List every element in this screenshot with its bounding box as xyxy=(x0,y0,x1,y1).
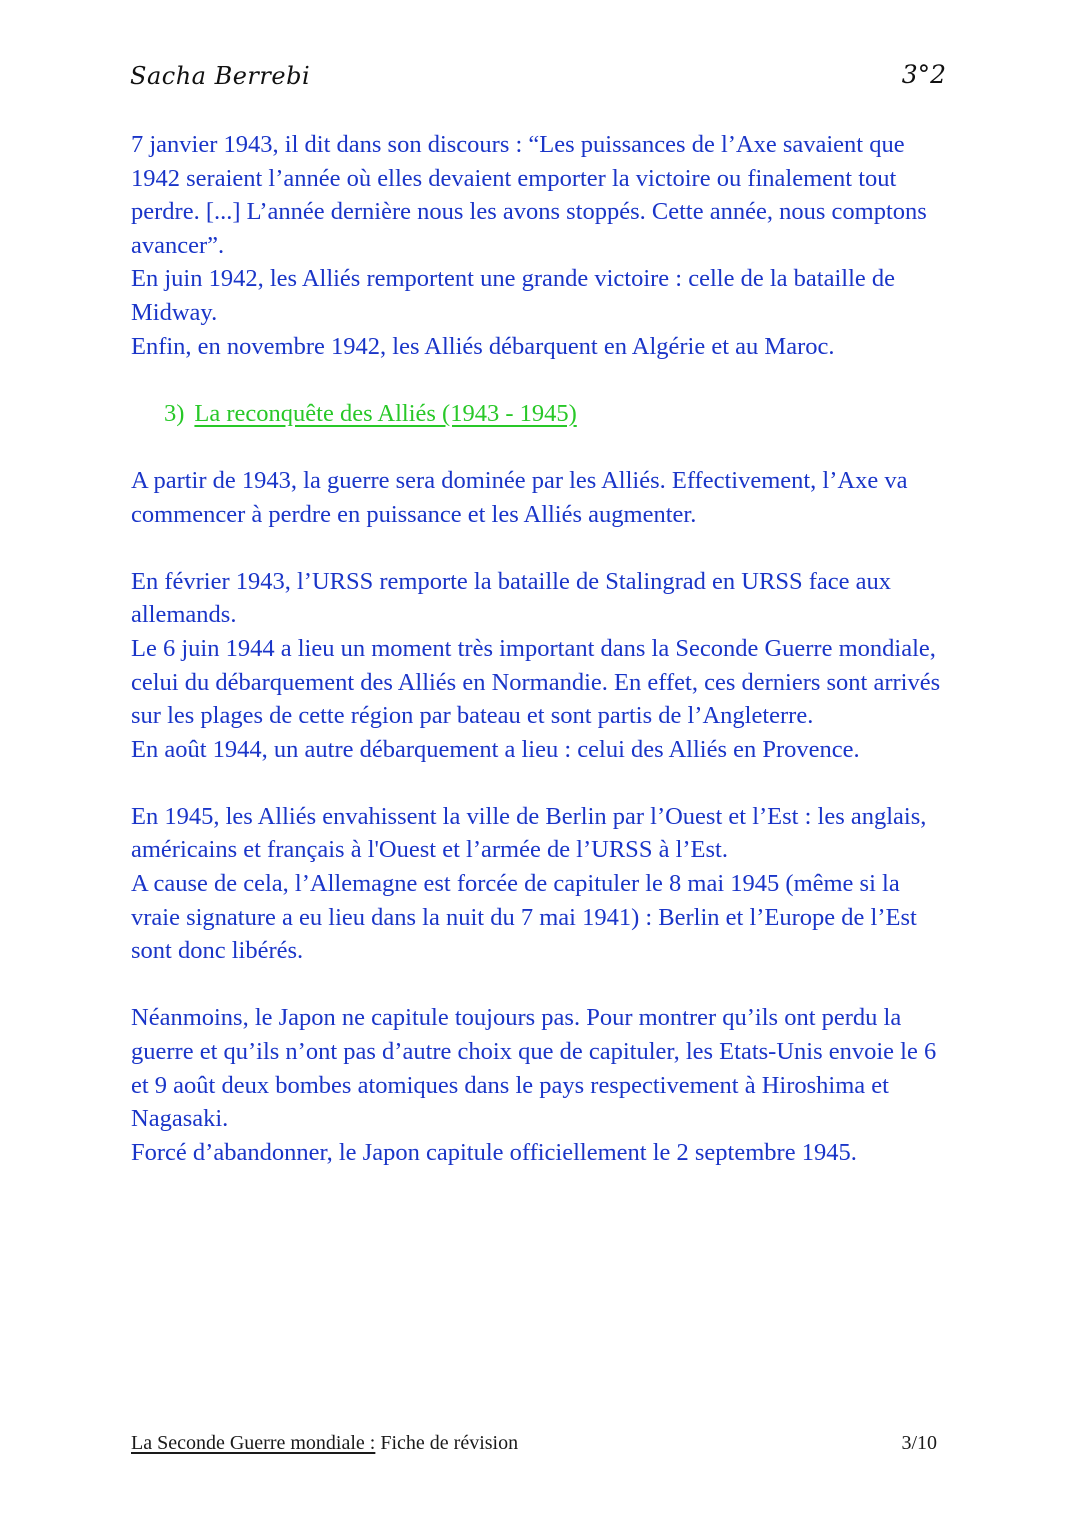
section-heading xyxy=(131,397,951,431)
footer-title-underlined: La Seconde Guerre mondiale : xyxy=(131,1432,376,1454)
section-number: 3) xyxy=(164,399,185,427)
class-label: 3°2 xyxy=(901,60,946,89)
paragraph: En février 1943, l’URSS remporte la bataille de Stalingrad en URSS face aux allemands. xyxy=(131,567,891,629)
author-name: Sacha Berrebi xyxy=(130,62,311,90)
section-title: La reconquête des Alliés (1943 - 1945) xyxy=(194,399,577,427)
paragraph: Néanmoins, le Japon ne capitule toujours pas. Pour montrer qu’ils ont perdu la guerre et qu’ils n’ont pas d’autre choix que de capituler, les Etats-Unis envoie le 6 et 9 août deux bombes atomiques dans le pays respectivement à Hiroshima et Nagasaki. xyxy=(131,1004,937,1133)
footer-title-rest: Fiche de révision xyxy=(375,1432,519,1454)
paragraph: En août 1944, un autre débarquement a lieu : celui des Alliés en Provence. xyxy=(131,735,860,763)
paragraph: Enfin, en novembre 1942, les Alliés débarquent en Algérie et au Maroc. xyxy=(131,332,835,360)
footer-title xyxy=(131,1432,518,1455)
paragraph: 7 janvier 1943, il dit dans son discours : “Les puissances de l’Axe savaient que 1942 seraient l’année où elles devaient emporter la victoire ou finalement tout perdre. [...] L’année dernière nous les avons stoppés. Cette année, nous comptons avancer”. xyxy=(131,131,927,259)
paragraph: Forcé d’abandonner, le Japon capitule officiellement le 2 septembre 1945. xyxy=(131,1138,857,1166)
page-number: 3/10 xyxy=(901,1432,937,1454)
paragraph: En juin 1942, les Alliés remportent une grande victoire : celle de la bataille de Midway. xyxy=(131,265,896,326)
paragraph: Le 6 juin 1944 a lieu un moment très important dans la Seconde Guerre mondiale, celui du débarquement des Alliés en Normandie. En effet, ces derniers sont arrivés sur les plages de cette région par bateau et sont partis de l’Angleterre. xyxy=(131,634,941,730)
paragraph: A partir de 1943, la guerre sera dominée par les Alliés. Effectivement, l’Axe va commencer à perdre en puissance et les Alliés augmenter. xyxy=(131,466,908,528)
paragraph: En 1945, les Alliés envahissent la ville de Berlin par l’Ouest et l’Est : les anglais, américains et français à l'Ouest et l’armée de l’URSS à l’Est. xyxy=(131,802,927,864)
paragraph: A cause de cela, l’Allemagne est forcée de capituler le 8 mai 1945 (même si la vraie signature a eu lieu dans la nuit du 7 mai 1941) : Berlin et l’Europe de l’Est sont donc libérés. xyxy=(131,870,917,965)
document-body xyxy=(131,128,951,1169)
